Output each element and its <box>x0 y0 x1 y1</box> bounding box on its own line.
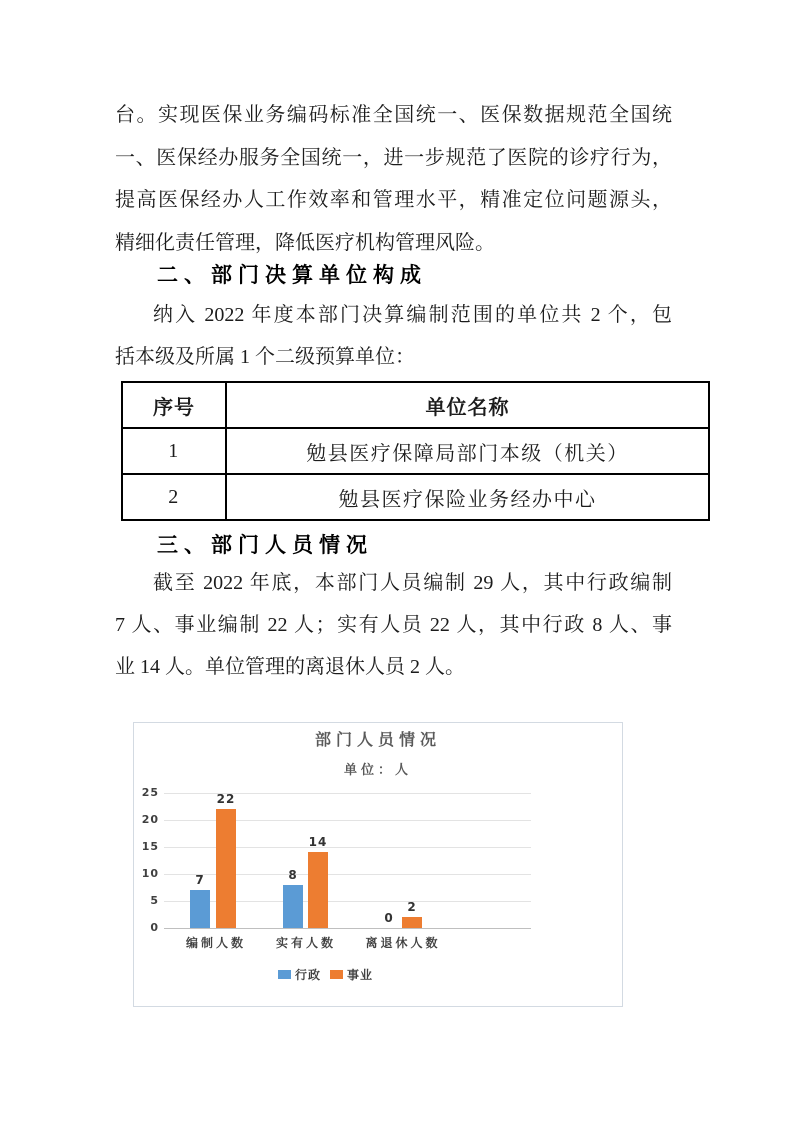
chart-title: 部门人员情况 <box>314 730 441 749</box>
y-tick-label: 20 <box>141 813 159 826</box>
section-heading-2: 二、部门决算单位构成 <box>157 264 427 287</box>
text-line: 纳入 2022 年度本部门决算编制范围的单位共 2 个，包 <box>153 304 672 326</box>
legend-item <box>330 966 373 983</box>
legend-label: 事业 <box>347 968 374 982</box>
chart-legend <box>278 966 373 983</box>
text-line: 一、医保经办服务全国统一，进一步规范了医院的诊疗行为， <box>115 146 672 169</box>
legend-swatch-icon <box>278 970 291 979</box>
personnel-bar-chart <box>133 722 623 1007</box>
legend-item <box>278 966 321 983</box>
row-number-cell: 2 <box>122 474 226 520</box>
y-tick-label: 5 <box>150 894 159 907</box>
table-row <box>122 428 709 474</box>
column-header: 单位名称 <box>226 382 709 428</box>
section-heading-3: 三、部门人员情况 <box>157 534 373 557</box>
chart-bar <box>402 917 422 928</box>
y-tick-label: 10 <box>141 867 159 880</box>
category-label: 编制人数 <box>185 936 246 950</box>
y-tick-label: 15 <box>141 840 159 853</box>
bar-value-label: 8 <box>288 868 298 882</box>
column-header: 序号 <box>122 382 226 428</box>
x-axis-line <box>164 928 531 929</box>
legend-label: 行政 <box>295 968 322 982</box>
chart-bar <box>216 809 236 928</box>
unit-name-cell: 勉县医疗保险业务经办中心 <box>226 474 709 520</box>
chart-bar <box>190 890 210 928</box>
text-line: 7 人、事业编制 22 人；实有人员 22 人，其中行政 8 人、事 <box>115 614 672 636</box>
y-tick-label: 0 <box>150 921 159 934</box>
text-line: 截至 2022 年底，本部门人员编制 29 人，其中行政编制 <box>153 572 672 594</box>
section2-paragraph <box>115 294 672 378</box>
unit-name-cell: 勉县医疗保障局部门本级（机关） <box>226 428 709 474</box>
unit-table-body <box>122 428 709 520</box>
category-label: 离退休人数 <box>365 936 441 950</box>
unit-table <box>121 381 710 521</box>
table-row <box>122 474 709 520</box>
bar-value-label: 14 <box>308 835 328 849</box>
legend-swatch-icon <box>330 970 343 979</box>
chart-bar <box>308 852 328 928</box>
bar-value-label: 2 <box>407 900 417 914</box>
chart-bar <box>283 885 303 928</box>
text-line: 业 14 人。单位管理的离退休人员 2 人。 <box>115 656 465 678</box>
text-line: 提高医保经办人工作效率和管理水平，精准定位问题源头， <box>115 189 672 212</box>
y-tick-label: 25 <box>141 786 159 799</box>
row-number-cell: 1 <box>122 428 226 474</box>
bar-value-label: 7 <box>195 873 205 887</box>
section3-paragraph <box>115 562 672 688</box>
category-label: 实有人数 <box>275 936 336 950</box>
bar-value-label: 0 <box>384 911 394 925</box>
chart-subtitle: 单位：人 <box>343 763 412 778</box>
intro-paragraph <box>115 94 672 265</box>
text-line: 括本级及所属 1 个二级预算单位： <box>115 346 415 368</box>
text-line: 台。实现医保业务编码标准全国统一、医保数据规范全国统 <box>115 104 672 126</box>
text-line: 精细化责任管理，降低医疗机构管理风险。 <box>115 232 495 255</box>
bar-value-label: 22 <box>216 792 236 806</box>
unit-table-header <box>122 382 709 428</box>
